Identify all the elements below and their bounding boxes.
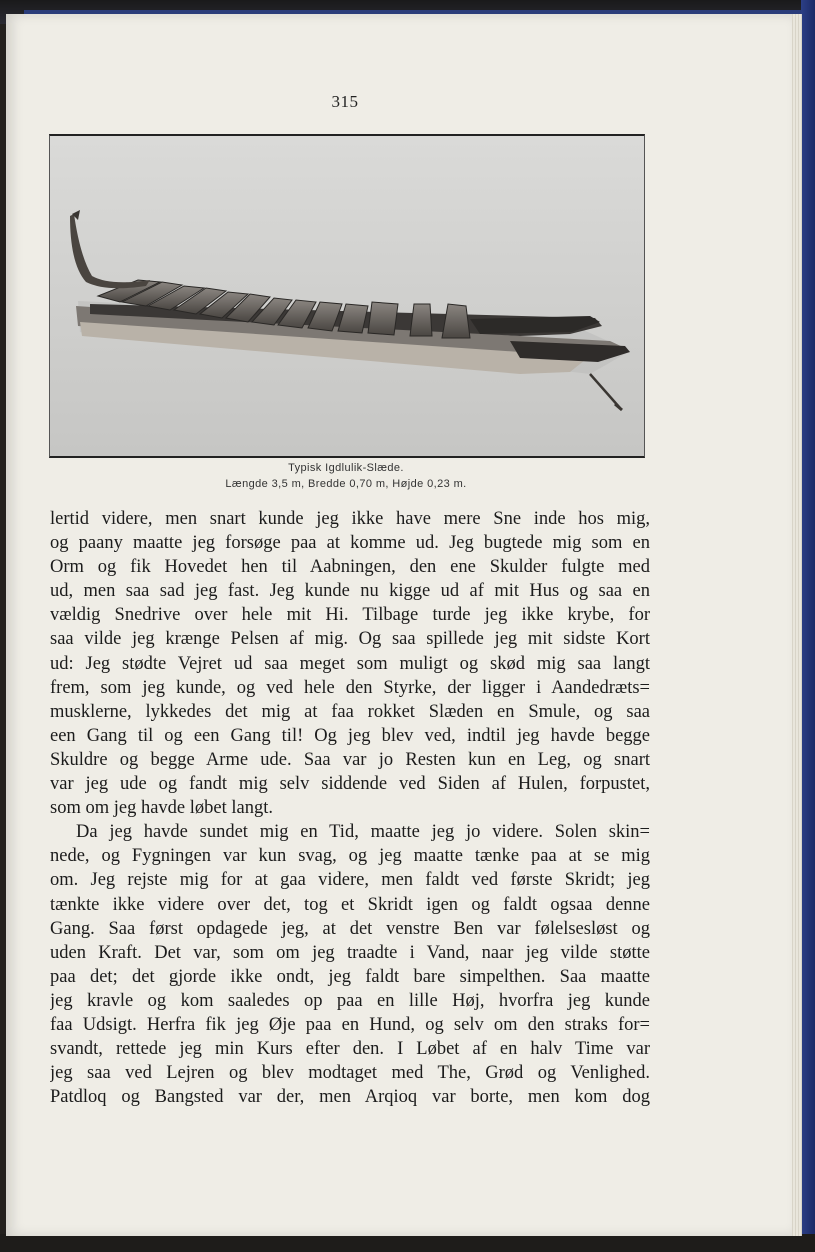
- text-line: og paany maatte jeg forsøge paa at komme ud. Jeg bugtede mig som en: [50, 533, 650, 554]
- page-number: 315: [331, 92, 359, 111]
- text-line: ud, men saa sad jeg fast. Jeg kunde nu kigge ud af mit Hus og saa en: [50, 581, 650, 602]
- text-line: Orm og fik Hovedet hen til Aabningen, den ene Skulder fulgte med: [50, 557, 650, 578]
- text-line: saa vilde jeg krænge Pelsen af mig. Og saa spillede jeg mit sidste Kort: [50, 629, 650, 650]
- text-line: faa Udsigt. Herfra fik jeg Øje paa en Hund, og selv om den straks for=: [50, 1014, 650, 1035]
- sled-image: [50, 136, 644, 456]
- text-line: Skuldre og begge Arme ude. Saa var jo Resten kun en Leg, og snart: [50, 749, 650, 770]
- text-line: een Gang til og een Gang til! Og jeg blev ved, indtil jeg havde begge: [50, 725, 650, 746]
- text-line: som om jeg havde løbet langt.: [50, 798, 273, 819]
- text-line: Gang. Saa først opdagede jeg, at det venstre Ben var følelsesløst og: [50, 918, 650, 939]
- text-line: musklerne, lykkedes det mig at faa rokket Slæden en Smule, og saa: [50, 701, 650, 722]
- text-line: jeg saa ved Lejren og blev modtaget med The, Grød og Venlighed.: [50, 1063, 650, 1084]
- text-line: uden Kraft. Det var, som om jeg traadte i Vand, naar jeg vilde støtte: [50, 942, 650, 963]
- text-line: vældig Snedrive over hele mit Hi. Tilbage turde jeg ikke krybe, for: [50, 605, 650, 626]
- text-line: frem, som jeg kunde, og ved hele den Styrke, der ligger i Aandedræts=: [50, 677, 650, 698]
- text-line: svandt, rettede jeg min Kurs efter den. I Løbet af en halv Time var: [50, 1039, 650, 1060]
- figure-caption-dimensions: Længde 3,5 m, Bredde 0,70 m, Højde 0,23 m.: [225, 478, 467, 490]
- body-text: [50, 507, 650, 1109]
- text-line: Patdloq og Bangsted var der, men Arqioq var borte, men kom dog: [50, 1087, 650, 1108]
- text-line: tænkte ikke videre over det, tog et Skridt igen og faldt ogsaa denne: [50, 894, 650, 915]
- text-line: paa det; det gjorde ikke ondt, jeg faldt bare simpelthen. Saa maatte: [50, 966, 650, 987]
- paragraph: [50, 820, 650, 1109]
- book-binding-bottom: [0, 1234, 815, 1252]
- text-line: nede, og Fygningen var kun svag, og jeg maatte tænke paa at se mig: [50, 846, 650, 867]
- book-binding-right: [801, 0, 815, 1252]
- sled-photograph: [49, 134, 645, 458]
- text-line: om. Jeg rejste mig for at gaa videre, men faldt ved første Skridt; jeg: [50, 870, 650, 891]
- text-line: lertid videre, men snart kunde jeg ikke have mere Sne inde hos mig,: [50, 509, 650, 529]
- text-line: jeg kravle og kom saaledes op paa en lille Høj, hvorfra jeg kunde: [50, 990, 650, 1011]
- figure-caption-title: Typisk Igdlulik-Slæde.: [288, 462, 404, 474]
- text-line: ud: Jeg stødte Vejret ud saa meget som muligt og skød mig saa langt: [50, 653, 650, 674]
- text-line: Da jeg havde sundet mig en Tid, maatte jeg jo videre. Solen skin=: [76, 822, 650, 843]
- paragraph: [50, 507, 650, 820]
- text-line: var jeg ude og fandt mig selv siddende ved Siden af Hulen, forpustet,: [50, 774, 650, 795]
